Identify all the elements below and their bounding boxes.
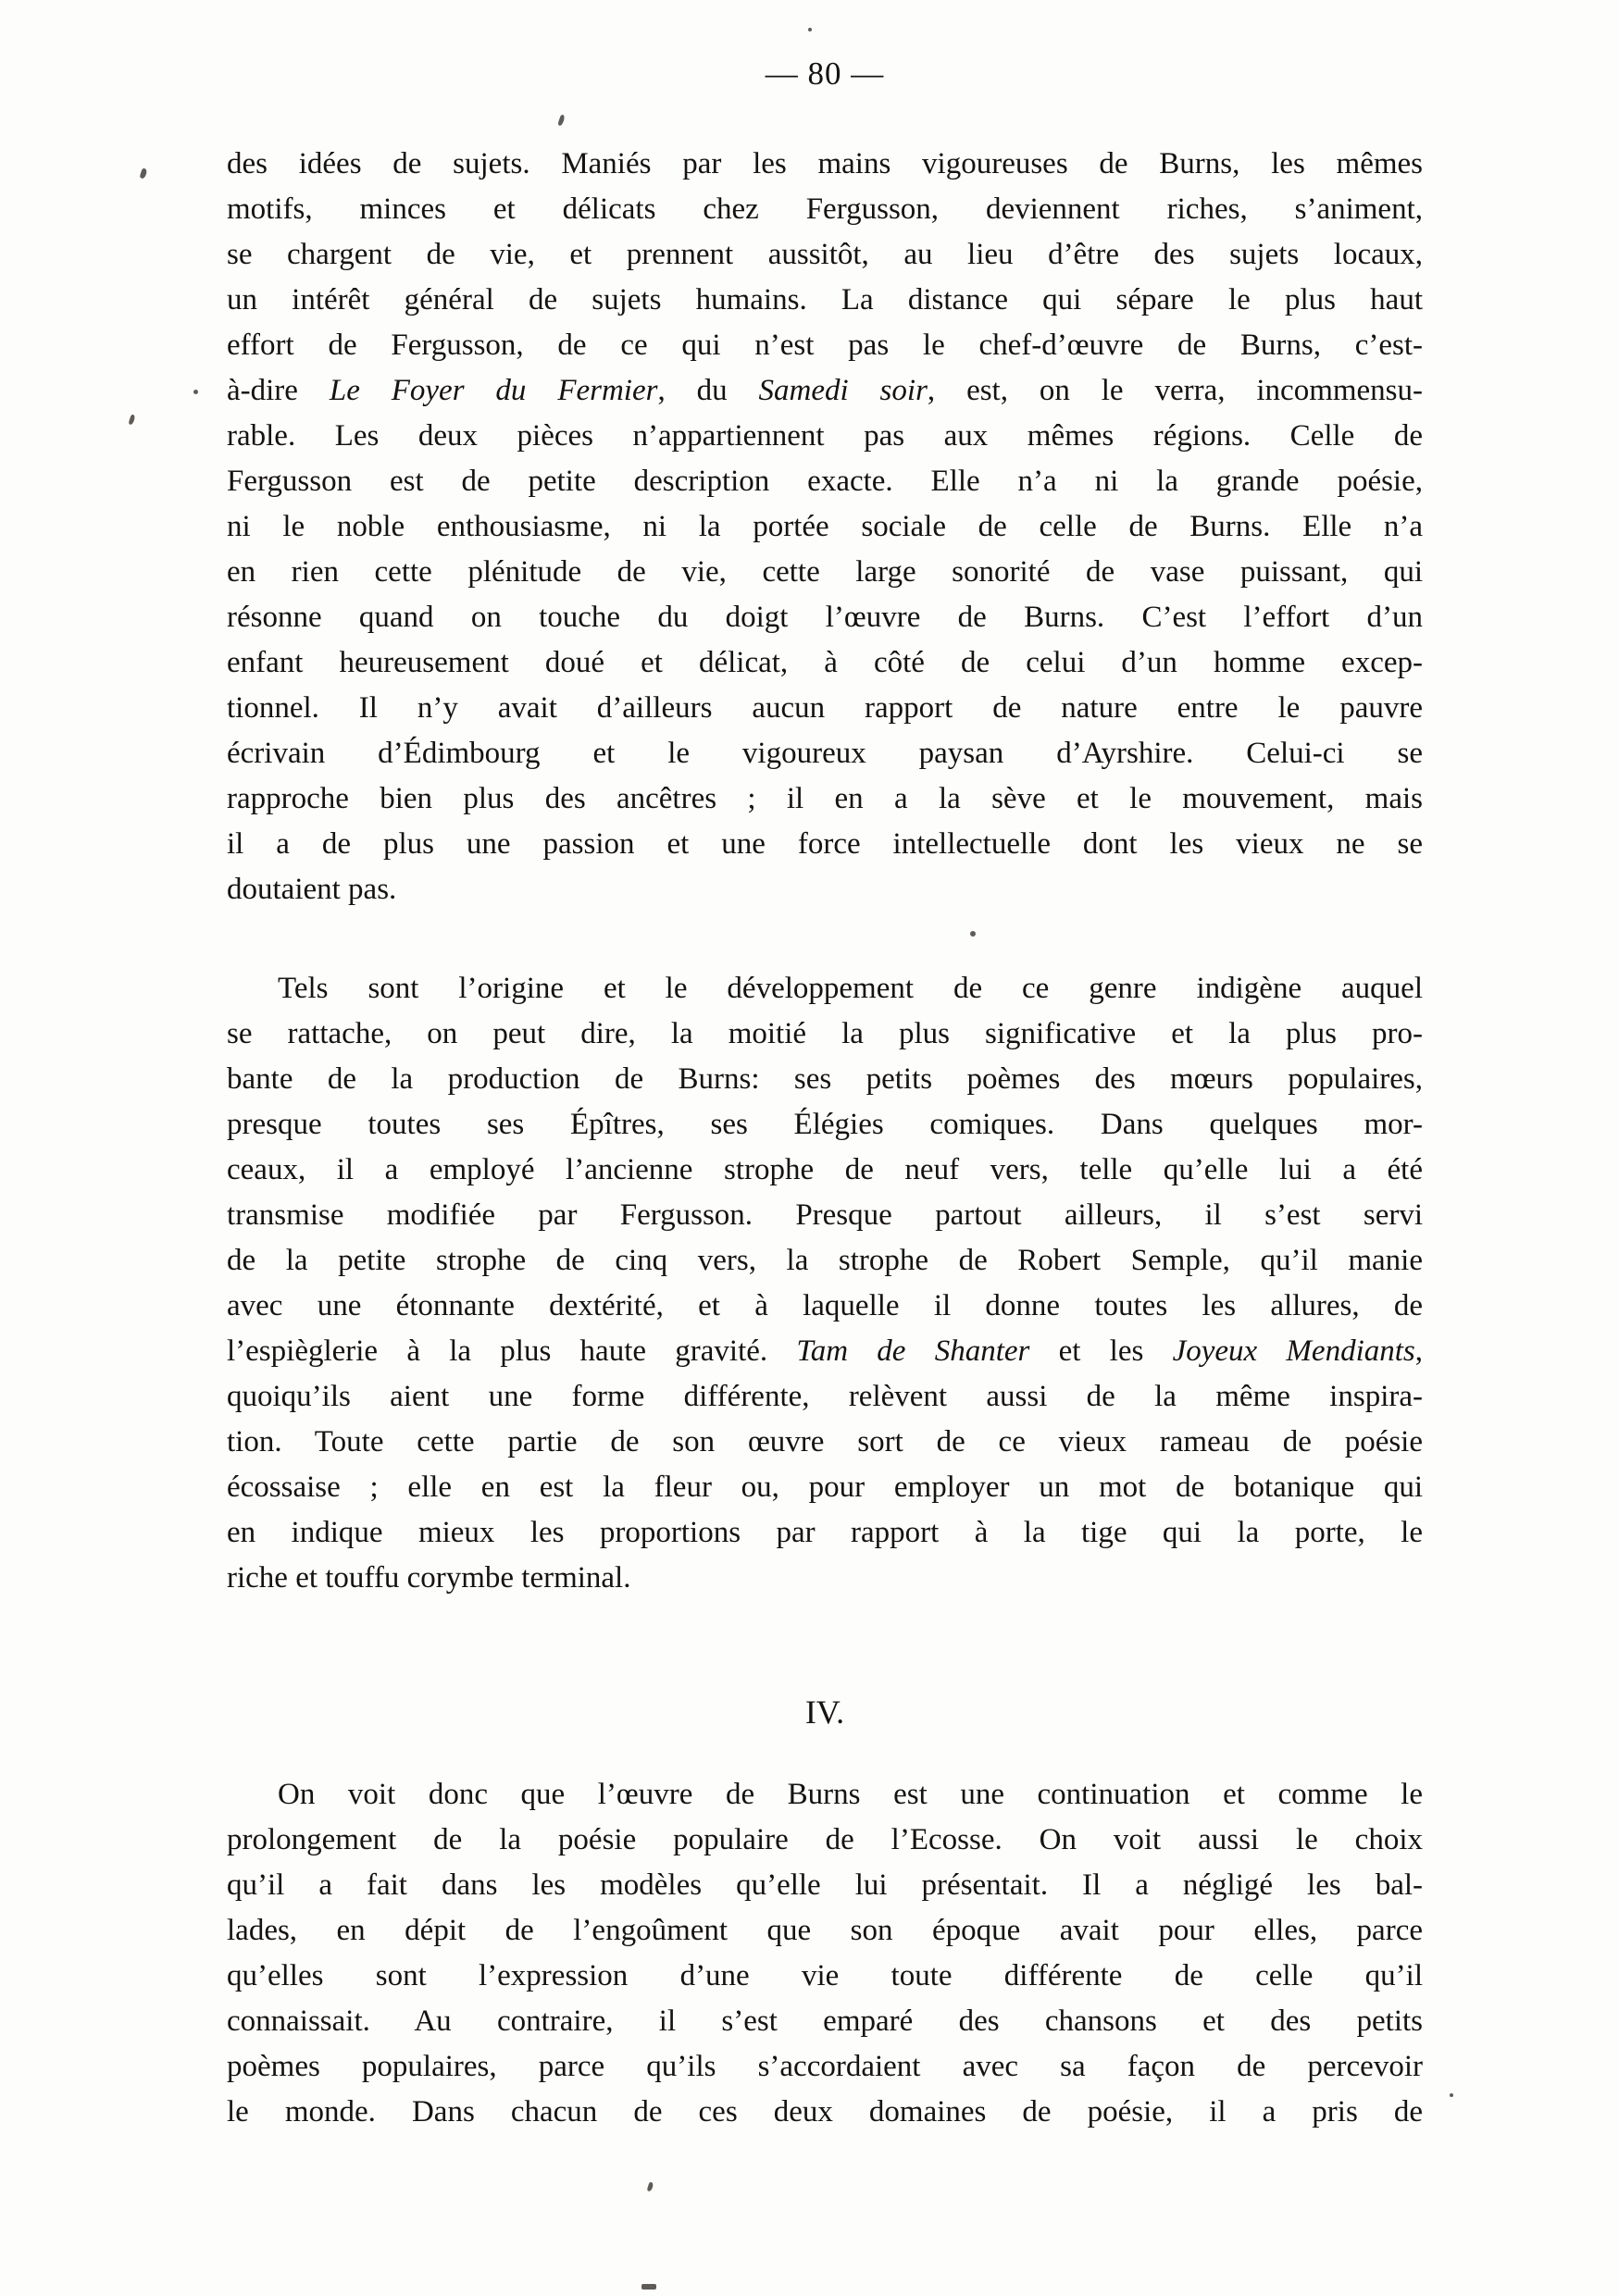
text-line: ceaux, il a employé l’ancienne strophe de neuf vers, telle qu’elle lui a été <box>227 1153 1423 1186</box>
text-line: poèmes populaires, parce qu’ils s’accordaient avec sa façon de percevoir <box>227 2050 1423 2083</box>
text-line: Tels sont l’origine et le développement de ce genre indigène auquel <box>278 972 1423 1005</box>
page-content <box>227 142 1423 2135</box>
text-line: transmise modifiée par Fergusson. Presque partout ailleurs, il s’est servi <box>227 1198 1423 1232</box>
scan-speck <box>647 2181 654 2191</box>
text-line: de la petite strophe de cinq vers, la strophe de Robert Semple, qu’il manie <box>227 1244 1423 1277</box>
text-line: des idées de sujets. Maniés par les mains vigoureuses de Burns, les mêmes <box>227 147 1423 180</box>
text-line: un intérêt général de sujets humains. La distance qui sépare le plus haut <box>227 283 1423 316</box>
text-line: lades, en dépit de l’engoûment que son époque avait pour elles, parce <box>227 1914 1423 1947</box>
text-line: enfant heureusement doué et délicat, à côté de celui d’un homme excep- <box>227 646 1423 679</box>
text-line: le monde. Dans chacun de ces deux domaines de poésie, il a pris de <box>227 2095 1423 2128</box>
text-line: qu’elles sont l’expression d’une vie toute différente de celle qu’il <box>227 1959 1423 1992</box>
text-line: il a de plus une passion et une force intellectuelle dont les vieux ne se <box>227 827 1423 861</box>
text-line: tion. Toute cette partie de son œuvre sort de ce vieux rameau de poésie <box>227 1425 1423 1458</box>
text-line: riche et touffu corymbe terminal. <box>227 1561 631 1595</box>
scan-speck <box>1450 2093 1453 2097</box>
paragraph <box>227 142 1423 912</box>
text-line: avec une étonnante dextérité, et à laquelle il donne toutes les allures, de <box>227 1289 1423 1322</box>
text-line: tionnel. Il n’y avait d’ailleurs aucun rapport de nature entre le pauvre <box>227 691 1423 725</box>
text-line: en indique mieux les proportions par rapport à la tige qui la porte, le <box>227 1516 1423 1549</box>
paragraph <box>227 966 1423 1601</box>
text-line: Fergusson est de petite description exacte. Elle n’a ni la grande poésie, <box>227 465 1423 498</box>
text-line: rable. Les deux pièces n’appartiennent pas aux mêmes régions. Celle de <box>227 419 1423 453</box>
text-line: On voit donc que l’œuvre de Burns est une continuation et comme le <box>278 1778 1423 1811</box>
scan-speck <box>139 168 147 179</box>
scan-speck <box>557 115 565 127</box>
scan-speck <box>193 390 198 394</box>
page-number: — 80 — <box>765 56 885 92</box>
text-line: se rattache, on peut dire, la moitié la plus significative et la plus pro- <box>227 1017 1423 1050</box>
scan-speck <box>970 931 976 937</box>
paragraph <box>227 1772 1423 2135</box>
text-line: qu’il a fait dans les modèles qu’elle lui présentait. Il a négligé les bal- <box>227 1868 1423 1902</box>
text-line: écossaise ; elle en est la fleur ou, pour employer un mot de botanique qui <box>227 1471 1423 1504</box>
text-line: presque toutes ses Épîtres, ses Élégies comiques. Dans quelques mor- <box>227 1108 1423 1141</box>
text-line: à-dire Le Foyer du Fermier, du Samedi soir, est, on le verra, incommensu- <box>227 374 1423 407</box>
text-line: quoiqu’ils aient une forme différente, relèvent aussi de la même inspira- <box>227 1380 1423 1413</box>
text-line: ni le noble enthousiasme, ni la portée sociale de celle de Burns. Elle n’a <box>227 510 1423 543</box>
section-heading: IV. <box>804 1694 845 1731</box>
text-line: se chargent de vie, et prennent aussitôt, au lieu d’être des sujets locaux, <box>227 238 1423 271</box>
text-line: effort de Fergusson, de ce qui n’est pas le chef-d’œuvre de Burns, c’est- <box>227 329 1423 362</box>
text-line: connaissait. Au contraire, il s’est emparé des chansons et des petits <box>227 2004 1423 2038</box>
text-line: l’espièglerie à la plus haute gravité. Tam de Shanter et les Joyeux Mendiants, <box>227 1334 1423 1368</box>
text-line: motifs, minces et délicats chez Fergusson, deviennent riches, s’animent, <box>227 192 1423 226</box>
text-line: bante de la production de Burns: ses petits poèmes des mœurs populaires, <box>227 1062 1423 1096</box>
text-line: prolongement de la poésie populaire de l’Ecosse. On voit aussi le choix <box>227 1823 1423 1856</box>
scan-speck <box>641 2284 656 2290</box>
text-line: résonne quand on touche du doigt l’œuvre de Burns. C’est l’effort d’un <box>227 601 1423 634</box>
scan-speck <box>808 28 812 31</box>
scan-speck <box>128 414 135 425</box>
text-line: écrivain d’Édimbourg et le vigoureux paysan d’Ayrshire. Celui-ci se <box>227 737 1423 770</box>
text-line: en rien cette plénitude de vie, cette large sonorité de vase puissant, qui <box>227 555 1423 589</box>
text-line: doutaient pas. <box>227 873 397 906</box>
text-line: rapproche bien plus des ancêtres ; il en a la sève et le mouvement, mais <box>227 782 1423 815</box>
